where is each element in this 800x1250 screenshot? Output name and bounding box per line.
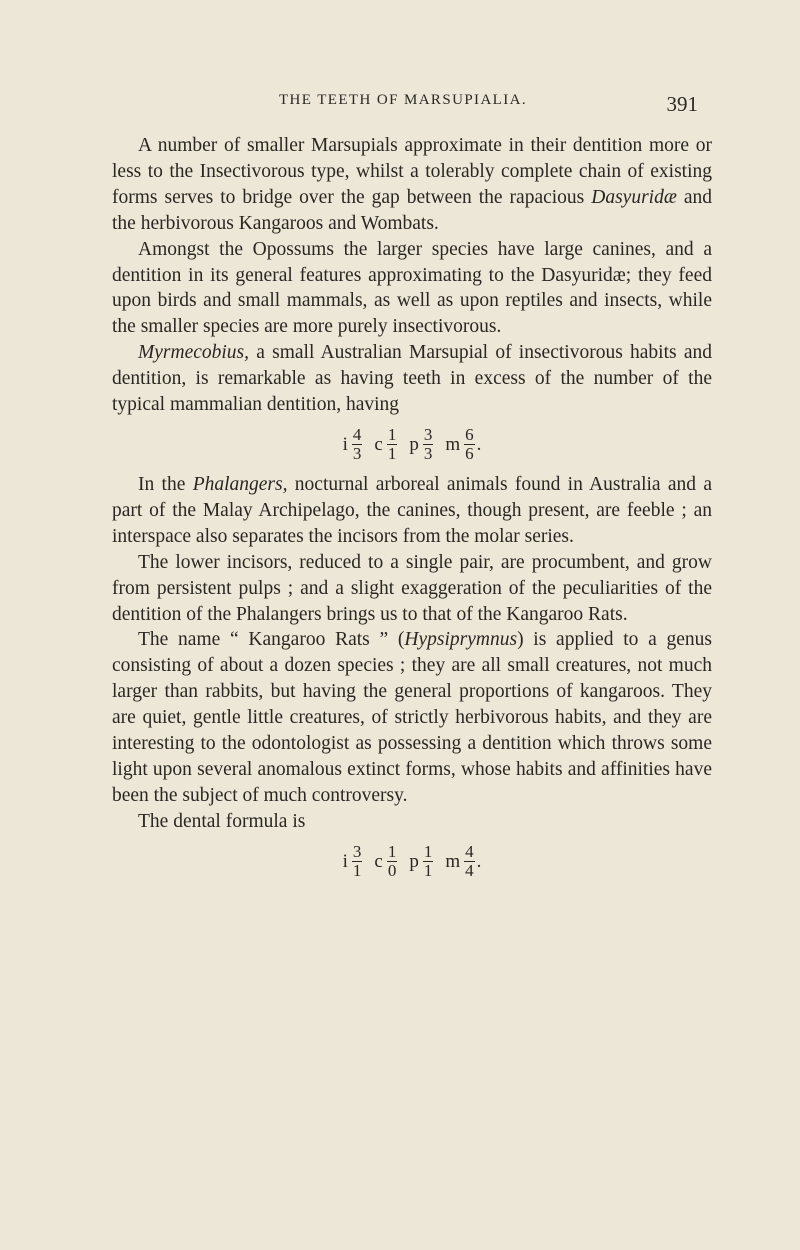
formula2-premolars xyxy=(409,843,433,880)
formula1-molars xyxy=(445,426,481,463)
page-header xyxy=(108,92,698,117)
denominator: 1 xyxy=(387,444,397,464)
formula2-letter-c: c xyxy=(374,850,383,872)
denominator: 3 xyxy=(352,444,362,464)
numerator: 4 xyxy=(352,425,362,445)
formula2-letter-i: i xyxy=(342,850,348,872)
paragraph-1 xyxy=(112,133,712,237)
fraction xyxy=(464,843,475,880)
formula1-letter-c: c xyxy=(374,434,383,456)
fraction xyxy=(423,843,434,880)
paragraph-6-italic: Hypsiprymnus xyxy=(404,629,518,651)
paragraph-5: The lower incisors, reduced to a single pair, are procumbent, and grow from persistent pulps ; and a slight exaggeration of the peculiarities of the dentition of the Phalangers brings us to that of the Kangaroo Rats. xyxy=(112,551,712,625)
fraction xyxy=(352,426,363,463)
denominator: 4 xyxy=(465,861,474,881)
paragraph-1-text-a: A number of smaller Marsupials approximate in their dentition more or less to the Insectivorous type, whilst a tolerably complete chain of existing forms serves to bridge over the gap between the rapacious xyxy=(112,135,712,208)
formula2-end: . xyxy=(476,850,482,872)
paragraph-1-text-b: and the herbivorous Kangaroos and Wombats. xyxy=(112,186,713,234)
page-number: 391 xyxy=(666,92,698,116)
paragraph-4-italic: Phalangers, xyxy=(192,473,288,495)
paragraph-6 xyxy=(112,627,712,808)
numerator: 6 xyxy=(465,425,474,445)
formula2-letter-p: p xyxy=(409,850,419,872)
numerator: 3 xyxy=(423,425,433,445)
paragraph-4-text-a: In the xyxy=(138,473,193,495)
dental-formula-myrmecobius xyxy=(112,418,712,472)
numerator: 1 xyxy=(387,425,397,445)
formula2-incisors xyxy=(343,843,363,880)
paragraph-4-text-b: nocturnal arboreal animals found in Australia and a part of the Malay Archipelago, the canines, though present, are feeble ; an interspace also separates the incisors from the molar series. xyxy=(112,473,712,547)
paragraph-7: The dental formula is xyxy=(138,810,306,832)
paragraph-2: Amongst the Opossums the larger species have large canines, and a dentition in its general features approximating to the Dasyuridæ; they feed upon birds and small mammals, as well as upon reptiles and insects, while the smaller species are more purely insectivorous. xyxy=(112,238,712,338)
denominator: 6 xyxy=(465,444,474,464)
numerator: 4 xyxy=(465,842,474,862)
formula1-letter-m: m xyxy=(445,434,461,456)
formula1-letter-p: p xyxy=(409,434,419,456)
formula2-letter-m: m xyxy=(445,850,461,872)
denominator: 1 xyxy=(423,861,433,881)
paragraph-6-text-a: The name “ Kangaroo Rats ” ( xyxy=(138,629,405,651)
fraction xyxy=(352,843,363,880)
paragraph-3 xyxy=(112,340,712,418)
formula1-letter-i: i xyxy=(342,434,348,456)
paragraph-3-text: a small Australian Marsupial of insectivorous habits and dentition, is remarkable as having teeth in excess of the number of the typical mammalian dentition, having xyxy=(112,342,712,416)
formula1-end: . xyxy=(476,434,482,456)
fraction xyxy=(387,843,398,880)
body-text xyxy=(112,133,712,889)
formula1-incisors xyxy=(343,426,363,463)
fraction xyxy=(464,426,475,463)
numerator: 3 xyxy=(352,842,362,862)
formula2-canines xyxy=(374,843,397,880)
running-title: THE TEETH OF MARSUPIALIA. xyxy=(278,92,528,108)
denominator: 3 xyxy=(423,444,433,464)
formula2-molars xyxy=(445,843,481,880)
paragraph-4 xyxy=(112,472,712,550)
formula1-premolars xyxy=(409,426,433,463)
denominator: 0 xyxy=(387,861,397,881)
numerator: 1 xyxy=(423,842,433,862)
paragraph-6-text-b: ) is applied to a genus consisting of about a dozen species ; they are all small creatures, not much larger than rabbits, but having the general proportions of kangaroos. They are quiet, gentle little creatures, of strictly herbivorous habits, and they are interesting to the odontologist as possessing a dentition which throws some light upon several anomalous extinct forms, whose habits and affinities have been the subject of much controversy. xyxy=(112,629,713,806)
paragraph-3-italic: Myrmecobius, xyxy=(138,342,250,364)
formula1-canines xyxy=(374,426,397,463)
dental-formula-kangaroo-rat xyxy=(112,835,712,889)
fraction xyxy=(387,426,398,463)
paragraph-1-italic: Dasyuridæ xyxy=(591,186,677,208)
denominator: 1 xyxy=(352,861,362,881)
fraction xyxy=(423,426,434,463)
numerator: 1 xyxy=(387,842,397,862)
